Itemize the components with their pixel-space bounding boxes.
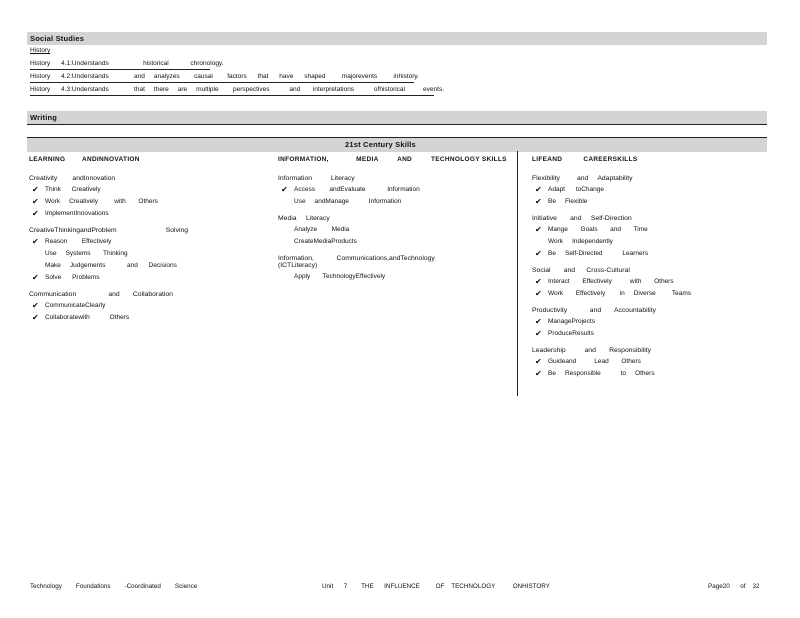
- skill-item: [532, 276, 772, 288]
- skill-item: [29, 248, 269, 260]
- skill-item-label: Use Systems Thinking: [45, 250, 128, 257]
- skill-group-title: Media Literacy: [278, 215, 330, 222]
- skill-item-label: Be Self-Directed Learners: [548, 250, 649, 257]
- skill-item: [29, 260, 269, 272]
- skill-item-label: ProduceResults: [548, 330, 594, 337]
- skill-group: [29, 227, 269, 284]
- skill-item-label: Guideand Lead Others: [548, 358, 641, 365]
- history-underline: [30, 95, 434, 96]
- skill-item-label: Reason Effectively: [45, 238, 112, 245]
- skill-item-label: ManageProjects: [548, 318, 595, 325]
- skill-group: [278, 255, 518, 283]
- skill-item: [278, 184, 518, 196]
- skill-group: [278, 175, 518, 208]
- skill-item-label: Be Flexible: [548, 198, 588, 205]
- checkmark-icon: ✔: [535, 369, 542, 378]
- writing-title: Writing: [30, 113, 58, 122]
- skills-column-life-career: [532, 156, 772, 387]
- skills-column-learning: [29, 156, 269, 331]
- skill-item-label: Work Independently: [548, 238, 613, 245]
- checkmark-icon: ✔: [535, 249, 542, 258]
- checkmark-icon: ✔: [535, 329, 542, 338]
- skill-item: [532, 368, 772, 380]
- checkmark-icon: ✔: [32, 237, 39, 246]
- social-studies-header: [27, 32, 767, 45]
- checkmark-icon: ✔: [32, 301, 39, 310]
- skill-item-label: Access andEvaluate Information: [294, 186, 420, 193]
- skill-item: [278, 224, 518, 236]
- skill-group-title: Social and Cross-Cultural: [532, 267, 630, 274]
- skill-item: [532, 184, 772, 196]
- skill-item-label: Work Effectively in Diverse Teams: [548, 290, 692, 297]
- footer-course: Technology Foundations -Coordinated Science: [30, 583, 198, 590]
- skill-item-label: Interact Effectively with Others: [548, 278, 674, 285]
- skill-item: [532, 328, 772, 340]
- skill-group-title: Communication and Collaboration: [29, 291, 173, 298]
- skill-group: [29, 291, 269, 324]
- skill-item-label: Apply TechnologyEffectively: [294, 273, 386, 280]
- skill-item-label: Adapt toChange: [548, 186, 605, 193]
- skill-item: [29, 300, 269, 312]
- skill-group-title: Productivity and Accountability: [532, 307, 656, 314]
- skill-item: [532, 248, 772, 260]
- checkmark-icon: ✔: [535, 289, 542, 298]
- checkmark-icon: ✔: [535, 225, 542, 234]
- checkmark-icon: ✔: [32, 273, 39, 282]
- checkmark-icon: ✔: [32, 313, 39, 322]
- history-underline: [30, 82, 414, 83]
- checkmark-icon: ✔: [281, 185, 288, 194]
- checkmark-icon: ✔: [535, 357, 542, 366]
- social-studies-title: Social Studies: [30, 34, 85, 43]
- skill-item-label: Collaboratewith Others: [45, 314, 130, 321]
- skill-item: [278, 236, 518, 248]
- skill-item: [532, 196, 772, 208]
- skill-group-title: Creativity andInnovation: [29, 175, 116, 182]
- skill-item-label: CreateMediaProducts: [294, 238, 357, 245]
- skill-item: [29, 272, 269, 284]
- skill-item-label: Make Judgements and Decisions: [45, 262, 177, 269]
- skill-item: [532, 236, 772, 248]
- skill-item: [278, 196, 518, 208]
- skill-group-title: Leadership and Responsibility: [532, 347, 652, 354]
- skill-group: [532, 215, 772, 260]
- checkmark-icon: ✔: [535, 185, 542, 194]
- history-row: History 4.1:Understands historical chronology.: [30, 60, 224, 67]
- skill-group: [278, 215, 518, 248]
- checkmark-icon: ✔: [535, 317, 542, 326]
- skill-group: [29, 175, 269, 220]
- history-row: History 4.2:Understands and analyzes causal factors that have shaped majorevents inhistory.: [30, 73, 419, 80]
- checkmark-icon: ✔: [32, 185, 39, 194]
- column-heading: INFORMATION, MEDIA AND TECHNOLOGY SKILLS: [278, 156, 507, 163]
- skill-item: [29, 208, 269, 220]
- skill-item-label: Think Creatively: [45, 186, 101, 193]
- footer-unit: Unit 7 THE INFLUENCE OF TECHNOLOGY ONHISTORY: [322, 583, 550, 590]
- checkmark-icon: ✔: [32, 209, 39, 218]
- skill-group-title: Initiative and Self-Direction: [532, 215, 632, 222]
- checkmark-icon: ✔: [535, 277, 542, 286]
- skill-group: [532, 347, 772, 380]
- writing-divider: [27, 124, 767, 125]
- checkmark-icon: ✔: [32, 197, 39, 206]
- skill-item: [532, 316, 772, 328]
- skills-column-information: [278, 156, 518, 290]
- skills-title: 21st Century Skills: [345, 140, 416, 149]
- skill-item-label: CommunicateClearly: [45, 302, 106, 309]
- skill-item: [532, 224, 772, 236]
- footer-page-number: Page20 of 32: [708, 583, 760, 590]
- skill-item: [278, 271, 518, 283]
- skill-group-title: CreativeThinkingandProblem Solving: [29, 227, 189, 234]
- skill-group: [532, 267, 772, 300]
- skill-item-label: Use andManage Information: [294, 198, 402, 205]
- skill-item: [29, 236, 269, 248]
- history-underline: [30, 69, 210, 70]
- skill-item: [29, 184, 269, 196]
- skill-item: [532, 288, 772, 300]
- history-row: History: [30, 47, 51, 54]
- column-divider: [517, 151, 518, 396]
- column-heading: LEARNING ANDINNOVATION: [29, 156, 140, 163]
- checkmark-icon: ✔: [535, 197, 542, 206]
- skill-item-label: Analyze Media: [294, 226, 350, 233]
- skill-item: [532, 356, 772, 368]
- skill-group: [532, 307, 772, 340]
- skill-item-label: Solve Problems: [45, 274, 100, 281]
- skill-item-label: Be Responsible to Others: [548, 370, 655, 377]
- skill-item-label: Work Creatively with Others: [45, 198, 158, 205]
- column-heading: LIFEAND CAREERSKILLS: [532, 156, 638, 163]
- skills-title-bar: [27, 137, 767, 152]
- skill-group-title: Information Literacy: [278, 175, 355, 182]
- skill-group-title: Flexibility and Adaptability: [532, 175, 633, 182]
- skill-group-title: Information, Communications,andTechnology (ICTLiteracy): [278, 255, 435, 269]
- skill-item-label: ImplementInnovations: [45, 210, 109, 217]
- skill-group: [532, 175, 772, 208]
- skill-item: [29, 196, 269, 208]
- skill-item-label: Mange Goals and Time: [548, 226, 648, 233]
- history-row: History 4.3:Understands that there are multiple perspectives and interpretations ofhistorical events.: [30, 86, 445, 93]
- skill-item: [29, 312, 269, 324]
- writing-header: [27, 111, 767, 124]
